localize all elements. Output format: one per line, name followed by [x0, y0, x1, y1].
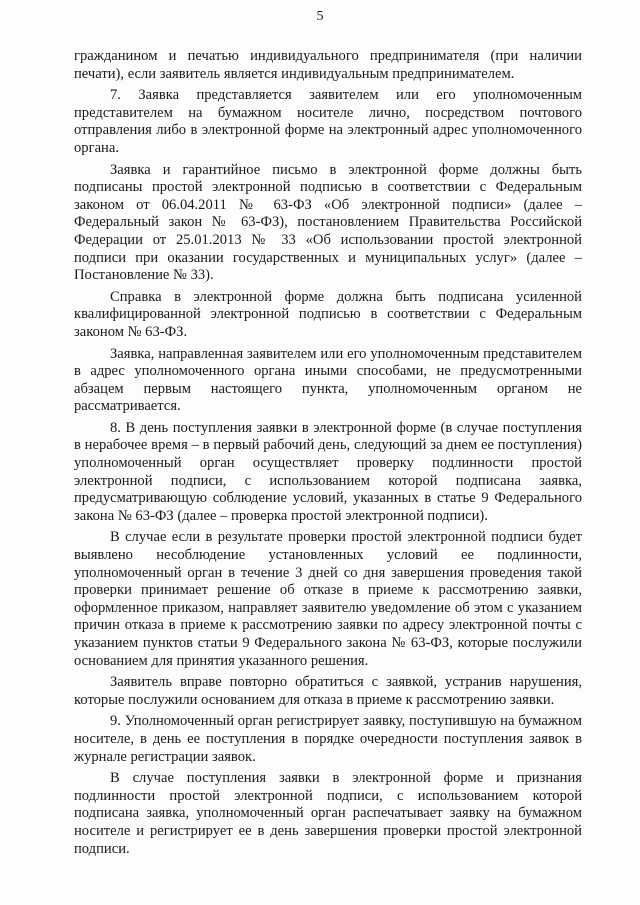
paragraph-reapply: Заявитель вправе повторно обратиться с заявкой, устранив нарушения, которые послужили основанием для отказа в приеме к рассмотрению заявки.: [74, 674, 582, 708]
paragraph-other-ways: Заявка, направленная заявителем или его уполномоченным представителем в адрес уполномоченного органа иными способами, не предусмотренными абзацем первым настоящего пункта, уполномоченным органом не рассматривается.: [74, 345, 582, 415]
paragraph-electronic-registration: В случае поступления заявки в электронной форме и признания подлинности простой электронной подписи, с использованием которой подписана заявка, уполномоченный орган распечатывает заявку на бумажном носителе и регистрирует ее в день завершения проверки простой электронной подписи.: [74, 770, 582, 857]
paragraph-signature-violation: В случае если в результате проверки простой электронной подписи будет выявлено несоблюдение установленных условий ее подлинности, уполномоченный орган в течение 3 дней со дня завершения проведения такой проверки принимает решение об отказе в приеме к рассмотрению заявки, оформленное приказом, направляет заявителю уведомление об этом с указанием причин отказа в приеме к рассмотрению заявки по адресу электронной почты с указанием пунктов статьи 9 Федерального закона № 63-ФЗ, которые послужили основанием для принятия указанного решения.: [74, 529, 582, 669]
document-body: [74, 48, 582, 862]
paragraph-continuation: гражданином и печатью индивидуального предпринимателя (при наличии печати), если заявитель является индивидуальным предпринимателем.: [74, 48, 582, 82]
page-number: 5: [316, 9, 324, 24]
paragraph-item-7: 7. Заявка представляется заявителем или его уполномоченным представителем на бумажном носителе лично, посредством почтового отправления либо в электронной форме на электронный адрес уполномоченного органа.: [74, 87, 582, 156]
paragraph-certificate-signature: Справка в электронной форме должна быть подписана усиленной квалифицированной электронной подписью в соответствии с Федеральным законом № 63-ФЗ.: [74, 288, 582, 340]
paragraph-electronic-signature: Заявка и гарантийное письмо в электронной форме должны быть подписаны простой электронной подписью в соответствии с Федеральным законом от 06.04.2011 № 63-ФЗ «Об электронной подписи» (далее – Федеральный закон № 63-ФЗ), постановлением Правительства Российской Федерации от 25.01.2013 № 33 «Об использовании простой электронной подписи при оказании государственных и муниципальных услуг» (далее – Постановление № 33).: [74, 161, 582, 284]
paragraph-item-9: 9. Уполномоченный орган регистрирует заявку, поступившую на бумажном носителе, в день ее поступления в порядке очередности поступления заявок в журнале регистрации заявок.: [74, 713, 582, 765]
paragraph-item-8: 8. В день поступления заявки в электронной форме (в случае поступления в нерабочее время – в первый рабочий день, следующий за днем ее поступления) уполномоченный орган осуществляет проверку подлинности простой электронной подписи, с использованием которой подписана заявка, предусматривающую соблюдение условий, указанных в статье 9 Федерального закона № 63-ФЗ (далее – проверка простой электронной подписи).: [74, 419, 582, 524]
